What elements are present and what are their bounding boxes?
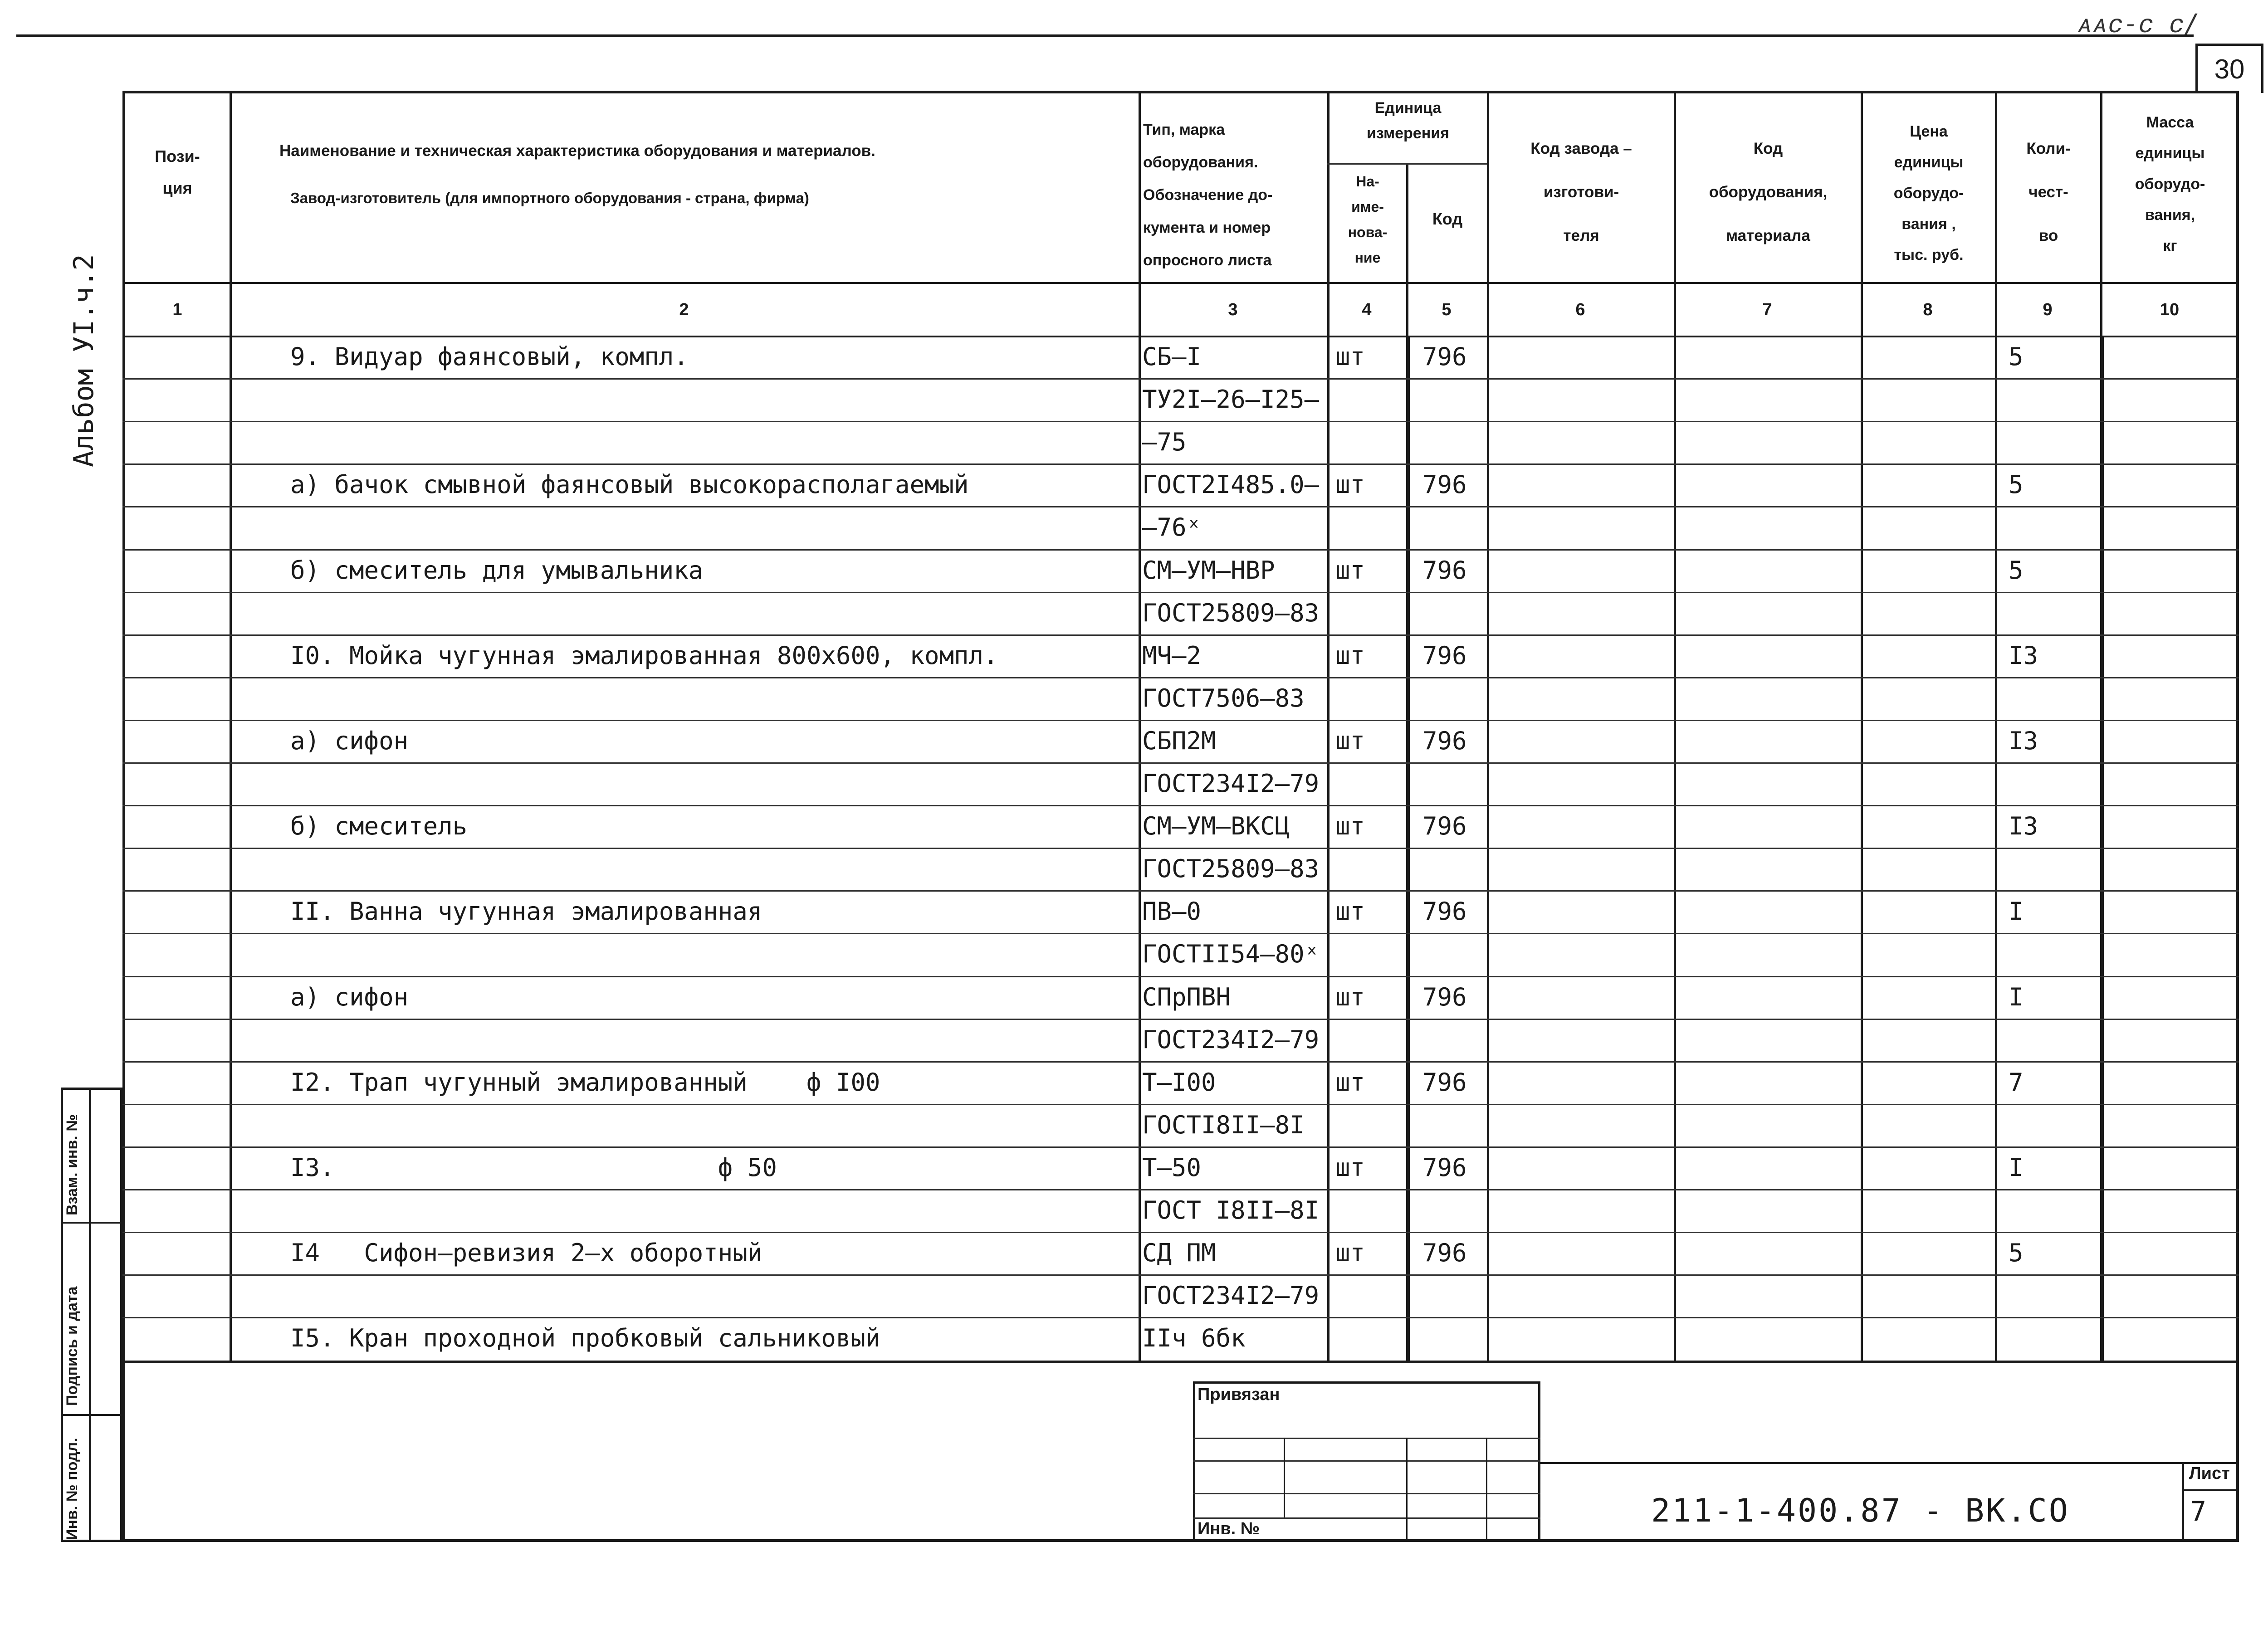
privyazan-row-2 — [1193, 1460, 1540, 1462]
header-equip-code: Код оборудования, материала — [1709, 140, 1828, 244]
row-code: 796 — [1422, 1153, 1467, 1182]
stamp-inv-label: Инв. № подл. — [64, 1438, 81, 1540]
row-unit: шт — [1335, 342, 1365, 371]
colnum-4: 4 — [1362, 300, 1372, 319]
row-type: ГОСТ7506–83 — [1142, 683, 1305, 712]
sheet-top-rule — [16, 34, 2194, 37]
row-code: 796 — [1422, 812, 1467, 841]
row-qty: I — [2009, 982, 2024, 1011]
header-name-line1: Наименование и техническая характеристика оборудования и материалов. — [279, 142, 875, 160]
row-type: Т–50 — [1142, 1153, 1202, 1182]
row-unit: шт — [1335, 812, 1365, 841]
colnum-5: 5 — [1442, 300, 1452, 319]
colnum-1: 1 — [172, 300, 182, 319]
colnum-2: 2 — [679, 300, 689, 319]
header-position: Пози- ция — [155, 147, 200, 197]
row-qty: 5 — [2009, 1239, 2024, 1268]
row-name: 9. Видуар фаянсовый, компл. — [290, 342, 689, 371]
row-type: СМ–УМ–ВКСЦ — [1142, 812, 1290, 841]
row-type: ГОСТ I8II–8I — [1142, 1196, 1320, 1224]
row-name: а) бачок смывной фаянсовый высокорасполагаемый — [290, 470, 969, 499]
row-code: 796 — [1422, 342, 1467, 371]
row-type: –75 — [1142, 428, 1187, 457]
sheet-label: Лист — [2189, 1464, 2230, 1483]
row-qty: I3 — [2009, 812, 2038, 841]
row-unit: шт — [1335, 641, 1365, 670]
privyazan-row-1 — [1193, 1438, 1540, 1439]
row-type: –76ˣ — [1142, 513, 1202, 542]
side-album-label: Альбом УI.ч.2 — [68, 254, 100, 467]
row-unit: шт — [1335, 470, 1365, 499]
header-price: Цена единицы оборудо- вания , тыс. руб. — [1893, 123, 1964, 263]
row-name: I3. ф 50 — [290, 1153, 777, 1182]
header-unit: Единица измерения — [1367, 99, 1449, 142]
row-type: ГОСТ25809–83 — [1142, 854, 1320, 883]
header-unit-name: На- име- нова- ние — [1348, 173, 1388, 266]
row-qty: 7 — [2009, 1068, 2024, 1097]
row-type: ГОСТI8II–8I — [1142, 1110, 1305, 1139]
stamp-divider-1 — [61, 1222, 122, 1224]
row-qty: I — [2009, 897, 2024, 926]
row-type: ТУ2I–26–I25– — [1142, 385, 1320, 414]
privyazan-col-2 — [1406, 1438, 1408, 1542]
row-code: 796 — [1422, 1068, 1467, 1097]
col-line-5 — [1487, 91, 1489, 1361]
row-type: МЧ–2 — [1142, 641, 1202, 670]
row-unit: шт — [1335, 726, 1365, 755]
row-code: 796 — [1422, 897, 1467, 926]
stamp-vzam-label: Взам. инв. № — [64, 1114, 81, 1215]
col-line-3 — [1327, 91, 1330, 1361]
doc-code-top-line — [1540, 1462, 2239, 1464]
sheet-number: 7 — [2190, 1496, 2207, 1527]
header-name-line2: Завод-изготовитель (для импортного оборудования - страна, фирма) — [290, 190, 809, 206]
row-type: ПВ–0 — [1142, 897, 1202, 926]
colnum-7: 7 — [1762, 300, 1772, 319]
row-name: б) смеситель для умывальника — [290, 556, 704, 585]
privyazan-row-3 — [1193, 1493, 1540, 1494]
privyazan-col-1 — [1284, 1438, 1285, 1517]
row-type: СБ–I — [1142, 342, 1202, 371]
header-mass: Масса единицы оборудо- вания, кг — [2135, 114, 2205, 254]
row-name: II. Ванна чугунная эмалированная — [290, 897, 763, 926]
row-type: ГОСТ2I485.0– — [1142, 470, 1320, 499]
row-name: б) смеситель — [290, 812, 468, 841]
header-type: Тип, марка оборудования. Обозначение до- кумента и номер опросного листа — [1143, 121, 1273, 269]
row-unit: шт — [1335, 1153, 1365, 1182]
col-line-6 — [1674, 91, 1676, 1361]
row-type: Т–I00 — [1142, 1068, 1216, 1097]
row-qty: I3 — [2009, 641, 2038, 670]
sheet-box-mid — [2182, 1489, 2239, 1491]
unit-subheader-line — [1327, 163, 1487, 165]
privyazan-col-3 — [1486, 1438, 1487, 1542]
colnum-6: 6 — [1575, 300, 1585, 319]
row-code: 796 — [1422, 726, 1467, 755]
page-number-box: 30 — [2195, 44, 2263, 93]
header-unit-code: Код — [1432, 210, 1463, 228]
row-type: ГОСТ234I2–79 — [1142, 769, 1320, 798]
colnum-9: 9 — [2043, 300, 2053, 319]
sheet-box-left — [2182, 1462, 2184, 1542]
row-name: I5. Кран проходной пробковый сальниковый — [290, 1324, 880, 1353]
row-type: ГОСТII54–80ˣ — [1142, 940, 1320, 969]
col-line-7 — [1861, 91, 1863, 1361]
row-code: 796 — [1422, 982, 1467, 1011]
row-type: СПрПВН — [1142, 982, 1231, 1011]
row-type: СБП2М — [1142, 726, 1216, 755]
row-type: ГОСТ25809–83 — [1142, 598, 1320, 627]
col-line-1 — [230, 91, 232, 1361]
col-line-2 — [1139, 91, 1141, 1361]
row-qty: I3 — [2009, 726, 2038, 755]
row-name: I0. Мойка чугунная эмалированная 800х600, компл. — [290, 641, 998, 670]
row-type: ГОСТ234I2–79 — [1142, 1281, 1320, 1310]
corner-scrawl: ᴀᴀᴄ-ᴄ ᴄ/ — [2077, 9, 2200, 39]
row-unit: шт — [1335, 1068, 1365, 1097]
row-type: ГОСТ234I2–79 — [1142, 1025, 1320, 1054]
privyazan-row-4 — [1193, 1517, 1540, 1519]
row-type: СД ПМ — [1142, 1239, 1216, 1268]
row-name: I2. Трап чугунный эмалированный ф I00 — [290, 1068, 880, 1097]
doc-code: 211-1-400.87 - ВК.СО — [1651, 1492, 2070, 1529]
stamp-podpis-label: Подпись и дата — [64, 1286, 81, 1406]
row-name: I4 Сифон–ревизия 2–х оборотный — [290, 1239, 763, 1268]
row-code: 796 — [1422, 470, 1467, 499]
privyazan-label: Привязан — [1198, 1385, 1280, 1404]
row-unit: шт — [1335, 1239, 1365, 1268]
row-qty: I — [2009, 1153, 2024, 1182]
body-bottom-line — [122, 1361, 2239, 1363]
colnum-10: 10 — [2160, 300, 2180, 319]
header-qty: Коли- чест- во — [2026, 140, 2071, 244]
row-unit: шт — [1335, 982, 1365, 1011]
row-name: а) сифон — [290, 726, 409, 755]
colnum-3: 3 — [1228, 300, 1238, 319]
row-qty: 5 — [2009, 470, 2024, 499]
row-unit: шт — [1335, 556, 1365, 585]
row-name: а) сифон — [290, 982, 409, 1011]
colnum-8: 8 — [1923, 300, 1933, 319]
inv-no-label: Инв. № — [1198, 1519, 1260, 1538]
header-plant-code: Код завода – изготови- теля — [1530, 140, 1632, 244]
row-type: СМ–УМ–НВР — [1142, 556, 1275, 585]
row-code: 796 — [1422, 1239, 1467, 1268]
row-qty: 5 — [2009, 342, 2024, 371]
stamp-divider-2 — [61, 1414, 122, 1416]
row-code: 796 — [1422, 641, 1467, 670]
col-line-8 — [1995, 91, 1997, 1361]
row-type: IIч 6бк — [1142, 1324, 1246, 1353]
header-bottom-line — [122, 282, 2239, 284]
stamp-inner-line — [89, 1088, 91, 1542]
row-code: 796 — [1422, 556, 1467, 585]
row-unit: шт — [1335, 897, 1365, 926]
row-qty: 5 — [2009, 556, 2024, 585]
